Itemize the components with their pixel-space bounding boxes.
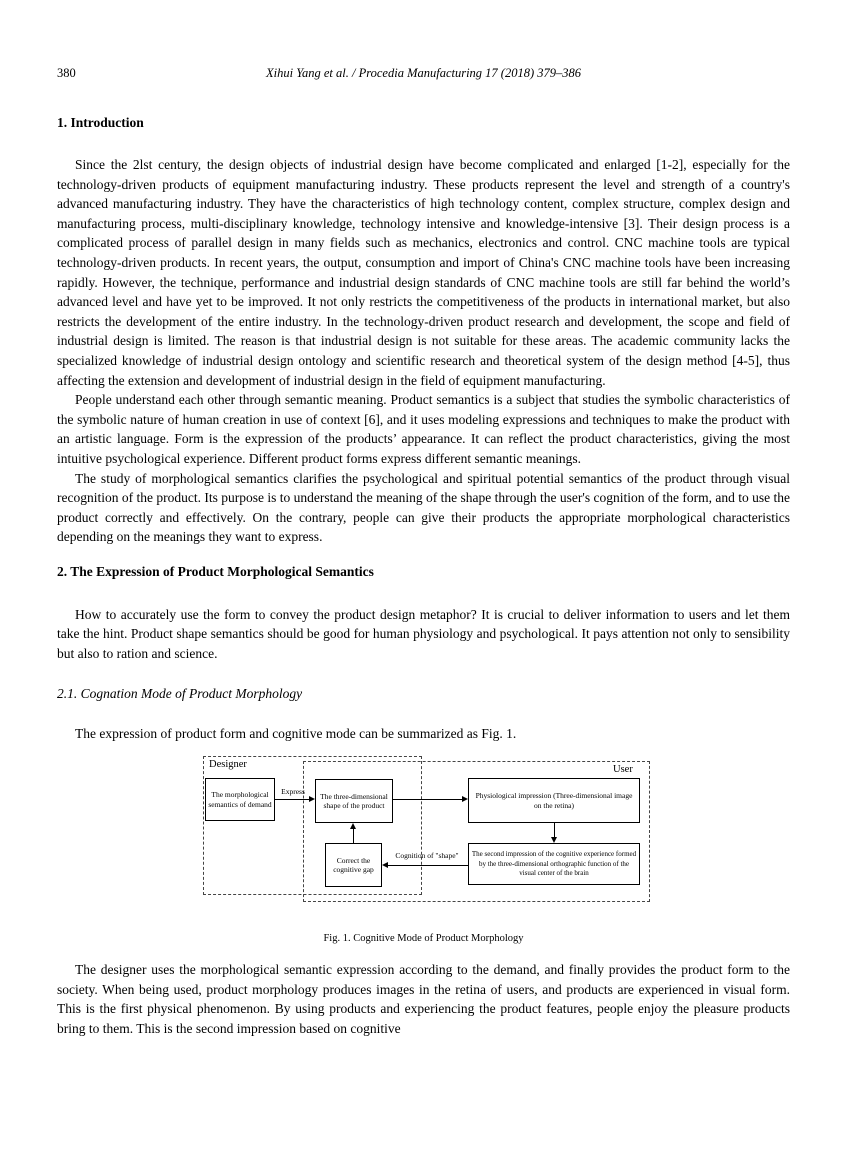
arrow-correct-to-shape-head-icon <box>350 823 356 829</box>
arrow-express-head-icon <box>309 796 315 802</box>
arrow-physio-to-second-line <box>554 823 555 837</box>
paragraph-intro-3: The study of morphological semantics clarifies the psychological and spiritual potential semantics of the product through visual recognition of the product. Its purpose is to understand the meaning of the shape through the user's cognition of the form, and to use the product correctly and effectively. On the contrary, people can give their products the appropriate morphological characteristics depending on the meanings they want to express. <box>57 470 790 545</box>
paragraph-fig-intro: The expression of product form and cognitive mode can be summarized as Fig. 1. <box>75 725 517 741</box>
page-content <box>57 0 790 1039</box>
paragraph-after-figure: The designer uses the morphological semantic expression according to the demand, and finally provides the product form to the society. When being used, product morphology produces images in the retina of users, and products are experienced in visual form. This is the first physical phenomenon. By using products and experiencing the product features, people enjoy the pleasure products bring to them. This is the second impression based on cognitive <box>57 962 790 1037</box>
arrow-correct-to-shape-line <box>353 829 354 843</box>
running-head <box>57 66 790 82</box>
box-correct-cognitive-gap: Correct the cognitive gap <box>325 843 382 887</box>
paragraph-intro-1: Since the 2lst century, the design objects of industrial design have become complicated and enlarged [1-2], especially for the technology-driven products of equipment manufacturing industry. These products represent the level and strength of a country's advanced manufacturing industry. They have the characteristics of high technology content, complex structure, complex design and manufacturing process, multi-disciplinary knowledge, technology intensive and knowledge-intensive [3]. Their design process is a complicated process of parallel design in many fields such as mechanics, electronics and control. CNC machine tools are typical technology-driven products. In recent years, the output, consumption and import of China's CNC machine tools have been increasing rapidly. However, the technique, performance and industrial design standards of CNC machine tools are still far behind the world’s advanced level and have yet to be improved. It not only restricts the competitiveness of the products in international market, but also restricts the development of the entire industry. In the technology-driven product research and development, the scope and field of industrial design is limited. The reason is that industrial design is not suitable for these areas. The academic community lacks the specialized knowledge of industrial design ontology and scientific research and theoretical system of the design method [4-5], thus affecting the extension and development of industrial design in the field of equipment manufacturing. <box>57 157 790 388</box>
arrow-shape-to-physio-head-icon <box>462 796 468 802</box>
user-zone-label: User <box>613 764 633 776</box>
arrow-physio-to-second-head-icon <box>551 837 557 843</box>
page-number: 380 <box>57 66 76 80</box>
box-morphological-semantics: The morphological semantics of demand <box>205 778 275 821</box>
designer-zone-label: Designer <box>209 759 247 771</box>
paragraph-intro-2: People understand each other through semantic meaning. Product semantics is a subject that studies the symbolic characteristics of the symbolic nature of human creation in use of context [6], and it uses modeling expressions and techniques to make the product with an artistic language. Form is the expression of the products’ appearance. It can reflect the product characteristics, giving the most intuitive psychological experience. Different product forms express different semantic meanings. <box>57 392 790 466</box>
subsection-2-1-heading: 2.1. Cognation Mode of Product Morphology <box>57 685 303 701</box>
paragraph-section2: How to accurately use the form to convey the product design metaphor? It is crucial to deliver information to users and let them take the hint. Product shape semantics should be good for human physiology and psychological. It pays attention not only to sensibility but also to ration and science. <box>57 606 790 662</box>
arrow-shape-to-physio-line <box>393 799 462 800</box>
arrow-cognition-head-icon <box>382 862 388 868</box>
box-second-impression: The second impression of the cognitive experience formed by the three-dimensional orthographic function of the visual center of the brain <box>468 843 640 885</box>
running-title: Xihui Yang et al. / Procedia Manufacturing 17 (2018) 379–386 <box>265 66 582 80</box>
box-three-dimensional-shape: The three-dimensional shape of the product <box>315 779 393 823</box>
figure-1-diagram <box>57 751 790 913</box>
arrow-express-line <box>275 799 309 800</box>
section-2-heading: 2. The Expression of Product Morphological Semantics <box>57 563 374 579</box>
arrow-express-label: Express <box>281 787 305 797</box>
figure-1-caption: Fig. 1. Cognitive Mode of Product Morphology <box>323 933 524 945</box>
arrow-cognition-line <box>388 865 468 866</box>
arrow-cognition-label: Cognition of "shape" <box>395 851 459 861</box>
box-physiological-impression: Physiological impression (Three-dimensional image on the retina) <box>468 778 640 823</box>
section-1-heading: 1. Introduction <box>57 115 144 130</box>
